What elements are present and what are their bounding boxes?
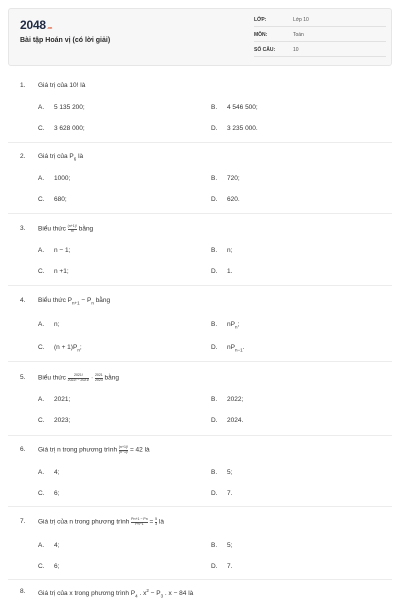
document-header [8,8,392,66]
meta-label: LỚP: [254,17,267,23]
fraction: $\frac{(n+1)!}{n!}$ [67,224,77,233]
question-number: 4. [20,297,26,304]
option-b[interactable]: B. 5; [211,542,233,549]
option-b[interactable]: B. $nP_n$; [211,321,240,330]
divider [8,142,392,143]
question-number: 5. [20,374,26,381]
divider [8,579,392,580]
question-text: Giá trị của 10! là [38,82,86,89]
option-b[interactable]: B. 4 546 500; [211,104,258,111]
option-b[interactable]: B. n; [211,247,233,254]
divider [8,506,392,507]
option-a[interactable]: A. 4; [38,542,60,549]
option-d[interactable]: D. 7. [211,563,233,570]
question-text: Giá trị của n trong phương trình $\frac{Pn+1 - Pn}{Pn-1}$ = $\frac{5}{3}$ là [38,517,164,526]
question-number: 2. [20,153,26,160]
option-a[interactable]: A. 4; [38,469,60,476]
meta-subject [254,30,386,42]
option-a[interactable]: A. 5 135 200; [38,104,85,111]
option-c[interactable]: C. $(n + 1)P_n$; [38,344,82,353]
meta-label: MÔN: [254,32,268,38]
option-a[interactable]: A. 2021; [38,396,71,403]
option-d[interactable]: D. $nP_{n-1}$. [211,344,245,353]
divider [8,435,392,436]
question-number: 1. [20,82,26,89]
question-number: 3. [20,225,26,232]
meta-value: 10 [293,47,299,53]
divider [8,285,392,286]
option-c[interactable]: C. n +1; [38,268,69,275]
meta-value: Toán [293,32,304,38]
option-a[interactable]: A. 1000; [38,175,71,182]
option-c[interactable]: C. 6; [38,563,60,570]
option-c[interactable]: C. 6; [38,490,60,497]
meta-grade [254,15,386,27]
fraction: $\frac{2021!}{2022! - 2021!}$ [67,373,90,382]
option-c[interactable]: C. 680; [38,196,67,203]
page-title: Bài tập Hoán vị (có lời giải) [20,37,111,44]
question-text: Biểu thức $P_{n+1} - P_n$ bằng [38,297,111,306]
option-a[interactable]: A. n − 1; [38,247,71,254]
divider [8,213,392,214]
option-d[interactable]: D. 2024. [211,417,244,424]
meta-question-count [254,45,386,57]
option-d[interactable]: D. 7. [211,490,233,497]
option-d[interactable]: D. 1. [211,268,233,275]
question-number: 7. [20,518,26,525]
meta-value: Lớp 10 [293,17,309,23]
option-c[interactable]: C. 2023; [38,417,71,424]
option-d[interactable]: D. 3 235 000. [211,125,258,132]
option-d[interactable]: D. 620. [211,196,240,203]
option-b[interactable]: B. 720; [211,175,240,182]
option-a[interactable]: A. n; [38,321,60,328]
question-text: Biểu thức $\frac{2021!}{2022! - 2021!}$ · $\frac{2021}{2023}$ bằng [38,373,120,382]
option-b[interactable]: B. 2022; [211,396,244,403]
question-text: Giá trị n trong phương trình $\frac{(n+1)!}{(n-1)!}$ = 42 là [38,445,150,454]
fraction: $\frac{(n+1)!}{(n-1)!}$ [118,445,129,454]
fraction: $\frac{2021}{2023}$ [94,373,103,382]
option-c[interactable]: C. 3 628 000; [38,125,85,132]
divider [8,361,392,362]
question-number: 8. [20,588,26,595]
fraction: $\frac{5}{3}$ [155,517,158,526]
question-text: Giá trị của x trong phương trình $P_4$ . $x^2 - P_3$ . x − 84 là [38,588,194,599]
site-logo[interactable]: 2048.vn [20,18,53,32]
meta-label: SỐ CÂU: [254,47,276,53]
question-text: Giá trị của $P_6$ là [38,153,84,162]
option-b[interactable]: B. 5; [211,469,233,476]
question-text: Biểu thức $\frac{(n+1)!}{n!}$ bằng [38,224,94,233]
question-number: 6. [20,446,26,453]
fraction: $\frac{Pn+1 - Pn}{Pn-1}$ [131,517,148,526]
